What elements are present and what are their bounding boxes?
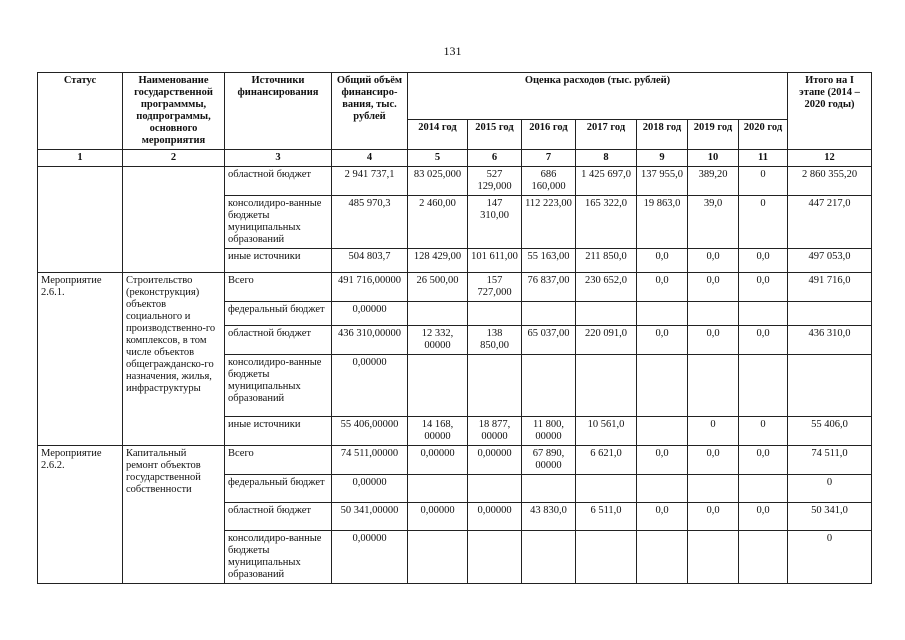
total-cell: 74 511,00000 [332, 446, 408, 475]
year-cell: 6 621,0 [576, 446, 637, 475]
stage-total-cell: 0 [788, 475, 872, 503]
year-cell: 0,0 [688, 446, 739, 475]
year-cell: 101 611,00 [468, 249, 522, 273]
year-cell [408, 531, 468, 584]
source-cell: консолидиро-ванные бюджеты муниципальных образований [225, 355, 332, 417]
year-cell [576, 302, 637, 326]
year-cell: 0,0 [637, 446, 688, 475]
status-cell: Мероприятие 2.6.1. [38, 273, 123, 446]
stage-total-cell: 436 310,0 [788, 326, 872, 355]
stage-total-cell: 2 860 355,20 [788, 167, 872, 196]
year-cell: 0,0 [739, 249, 788, 273]
year-cell: 527 129,000 [468, 167, 522, 196]
header-total-volume: Общий объём финансиро-вания, тыс. рублей [332, 73, 408, 150]
year-cell: 112 223,00 [522, 196, 576, 249]
name-cell: Строительство (реконструкция) объектов социального и производственно-го комплексов, в том числе объектов общегражданско-го назначения, жилья, инфраструктуры [123, 273, 225, 446]
stage-total-cell: 491 716,0 [788, 273, 872, 302]
year-cell: 389,20 [688, 167, 739, 196]
year-cell: 0,0 [688, 326, 739, 355]
year-cell [522, 531, 576, 584]
year-cell: 230 652,0 [576, 273, 637, 302]
year-cell [739, 475, 788, 503]
year-cell: 0 [688, 417, 739, 446]
year-cell [468, 355, 522, 417]
year-cell: 11 800, 00000 [522, 417, 576, 446]
year-cell: 211 850,0 [576, 249, 637, 273]
source-cell: областной бюджет [225, 503, 332, 531]
year-cell: 686 160,000 [522, 167, 576, 196]
total-cell: 485 970,3 [332, 196, 408, 249]
year-cell: 138 850,00 [468, 326, 522, 355]
year-cell: 43 830,0 [522, 503, 576, 531]
year-cell: 147 310,00 [468, 196, 522, 249]
year-cell: 14 168, 00000 [408, 417, 468, 446]
column-number: 12 [788, 150, 872, 167]
column-number: 6 [468, 150, 522, 167]
total-cell: 55 406,00000 [332, 417, 408, 446]
budget-table [37, 72, 872, 584]
year-cell [576, 355, 637, 417]
year-cell: 12 332, 00000 [408, 326, 468, 355]
year-cell [688, 531, 739, 584]
year-cell: 0,0 [739, 503, 788, 531]
header-stage-total: Итого на I этапе (2014 – 2020 годы) [788, 73, 872, 150]
source-cell: Всего [225, 446, 332, 475]
year-cell [408, 475, 468, 503]
year-cell: 6 511,0 [576, 503, 637, 531]
source-cell: областной бюджет [225, 167, 332, 196]
source-cell: федеральный бюджет [225, 302, 332, 326]
year-cell: 0,0 [637, 326, 688, 355]
source-cell: иные источники [225, 417, 332, 446]
year-cell [739, 302, 788, 326]
year-cell: 26 500,00 [408, 273, 468, 302]
header-year: 2014 год [408, 120, 468, 150]
source-cell: иные источники [225, 249, 332, 273]
header-year: 2016 год [522, 120, 576, 150]
header-row-1 [38, 73, 872, 120]
total-cell: 0,00000 [332, 475, 408, 503]
year-cell: 0,0 [739, 273, 788, 302]
column-number: 10 [688, 150, 739, 167]
year-cell: 10 561,0 [576, 417, 637, 446]
column-number: 4 [332, 150, 408, 167]
total-cell: 0,00000 [332, 531, 408, 584]
source-cell: областной бюджет [225, 326, 332, 355]
year-cell: 83 025,000 [408, 167, 468, 196]
stage-total-cell [788, 355, 872, 417]
year-cell [739, 355, 788, 417]
total-cell: 0,00000 [332, 302, 408, 326]
header-year: 2017 год [576, 120, 637, 150]
year-cell: 19 863,0 [637, 196, 688, 249]
stage-total-cell [788, 302, 872, 326]
year-cell: 157 727,000 [468, 273, 522, 302]
source-cell: консолидиро-ванные бюджеты муниципальных образований [225, 196, 332, 249]
year-cell [522, 355, 576, 417]
page-number: 131 [443, 44, 462, 58]
year-cell: 67 890, 00000 [522, 446, 576, 475]
year-cell [408, 302, 468, 326]
header-year: 2019 год [688, 120, 739, 150]
name-cell: Капитальный ремонт объектов государственной собственности [123, 446, 225, 584]
year-cell: 137 955,0 [637, 167, 688, 196]
year-cell: 220 091,0 [576, 326, 637, 355]
year-cell: 0,0 [688, 273, 739, 302]
header-sources: Источники финансирования [225, 73, 332, 150]
total-cell: 50 341,00000 [332, 503, 408, 531]
total-cell: 436 310,00000 [332, 326, 408, 355]
year-cell [468, 531, 522, 584]
year-cell: 76 837,00 [522, 273, 576, 302]
header-status: Статус [38, 73, 123, 150]
year-cell: 0,0 [739, 446, 788, 475]
year-cell [637, 417, 688, 446]
year-cell: 0,0 [739, 326, 788, 355]
year-cell: 0,00000 [408, 503, 468, 531]
total-cell: 0,00000 [332, 355, 408, 417]
total-cell: 491 716,00000 [332, 273, 408, 302]
stage-total-cell: 55 406,0 [788, 417, 872, 446]
column-number: 3 [225, 150, 332, 167]
header-program-name: Наименование государственной программмы, подпрограммы, основного мероприятия [123, 73, 225, 150]
year-cell [522, 475, 576, 503]
year-cell [522, 302, 576, 326]
source-cell: Всего [225, 273, 332, 302]
year-cell [637, 475, 688, 503]
year-cell: 1 425 697,0 [576, 167, 637, 196]
column-number: 5 [408, 150, 468, 167]
year-cell: 0 [739, 196, 788, 249]
status-cell: Мероприятие 2.6.2. [38, 446, 123, 584]
year-cell [637, 531, 688, 584]
header-estimate: Оценка расходов (тыс. рублей) [408, 73, 788, 120]
total-cell: 504 803,7 [332, 249, 408, 273]
table-row [38, 167, 872, 196]
column-number: 1 [38, 150, 123, 167]
year-cell: 18 877, 00000 [468, 417, 522, 446]
year-cell: 0,00000 [468, 446, 522, 475]
year-cell: 0,0 [688, 503, 739, 531]
year-cell: 0,0 [688, 249, 739, 273]
column-number: 9 [637, 150, 688, 167]
year-cell [688, 475, 739, 503]
column-number: 8 [576, 150, 637, 167]
header-year: 2018 год [637, 120, 688, 150]
year-cell: 65 037,00 [522, 326, 576, 355]
column-number: 11 [739, 150, 788, 167]
table-row [38, 273, 872, 302]
year-cell: 0 [739, 167, 788, 196]
year-cell [468, 302, 522, 326]
year-cell: 0,0 [637, 273, 688, 302]
table-row [38, 446, 872, 475]
stage-total-cell: 497 053,0 [788, 249, 872, 273]
year-cell: 0 [739, 417, 788, 446]
year-cell [408, 355, 468, 417]
source-cell: федеральный бюджет [225, 475, 332, 503]
year-cell: 39,0 [688, 196, 739, 249]
year-cell: 128 429,00 [408, 249, 468, 273]
year-cell: 0,0 [637, 249, 688, 273]
year-cell: 55 163,00 [522, 249, 576, 273]
year-cell [637, 355, 688, 417]
total-cell: 2 941 737,1 [332, 167, 408, 196]
year-cell [688, 302, 739, 326]
year-cell: 165 322,0 [576, 196, 637, 249]
header-year: 2015 год [468, 120, 522, 150]
name-cell [123, 167, 225, 273]
year-cell [576, 475, 637, 503]
year-cell: 0,0 [637, 503, 688, 531]
status-cell [38, 167, 123, 273]
stage-total-cell: 74 511,0 [788, 446, 872, 475]
year-cell: 2 460,00 [408, 196, 468, 249]
year-cell [637, 302, 688, 326]
source-cell: консолидиро-ванные бюджеты муниципальных образований [225, 531, 332, 584]
year-cell [688, 355, 739, 417]
year-cell [468, 475, 522, 503]
column-numbers-row [38, 150, 872, 167]
stage-total-cell: 0 [788, 531, 872, 584]
year-cell [739, 531, 788, 584]
stage-total-cell: 50 341,0 [788, 503, 872, 531]
column-number: 2 [123, 150, 225, 167]
year-cell: 0,00000 [468, 503, 522, 531]
year-cell [576, 531, 637, 584]
column-number: 7 [522, 150, 576, 167]
stage-total-cell: 447 217,0 [788, 196, 872, 249]
header-year: 2020 год [739, 120, 788, 150]
year-cell: 0,00000 [408, 446, 468, 475]
